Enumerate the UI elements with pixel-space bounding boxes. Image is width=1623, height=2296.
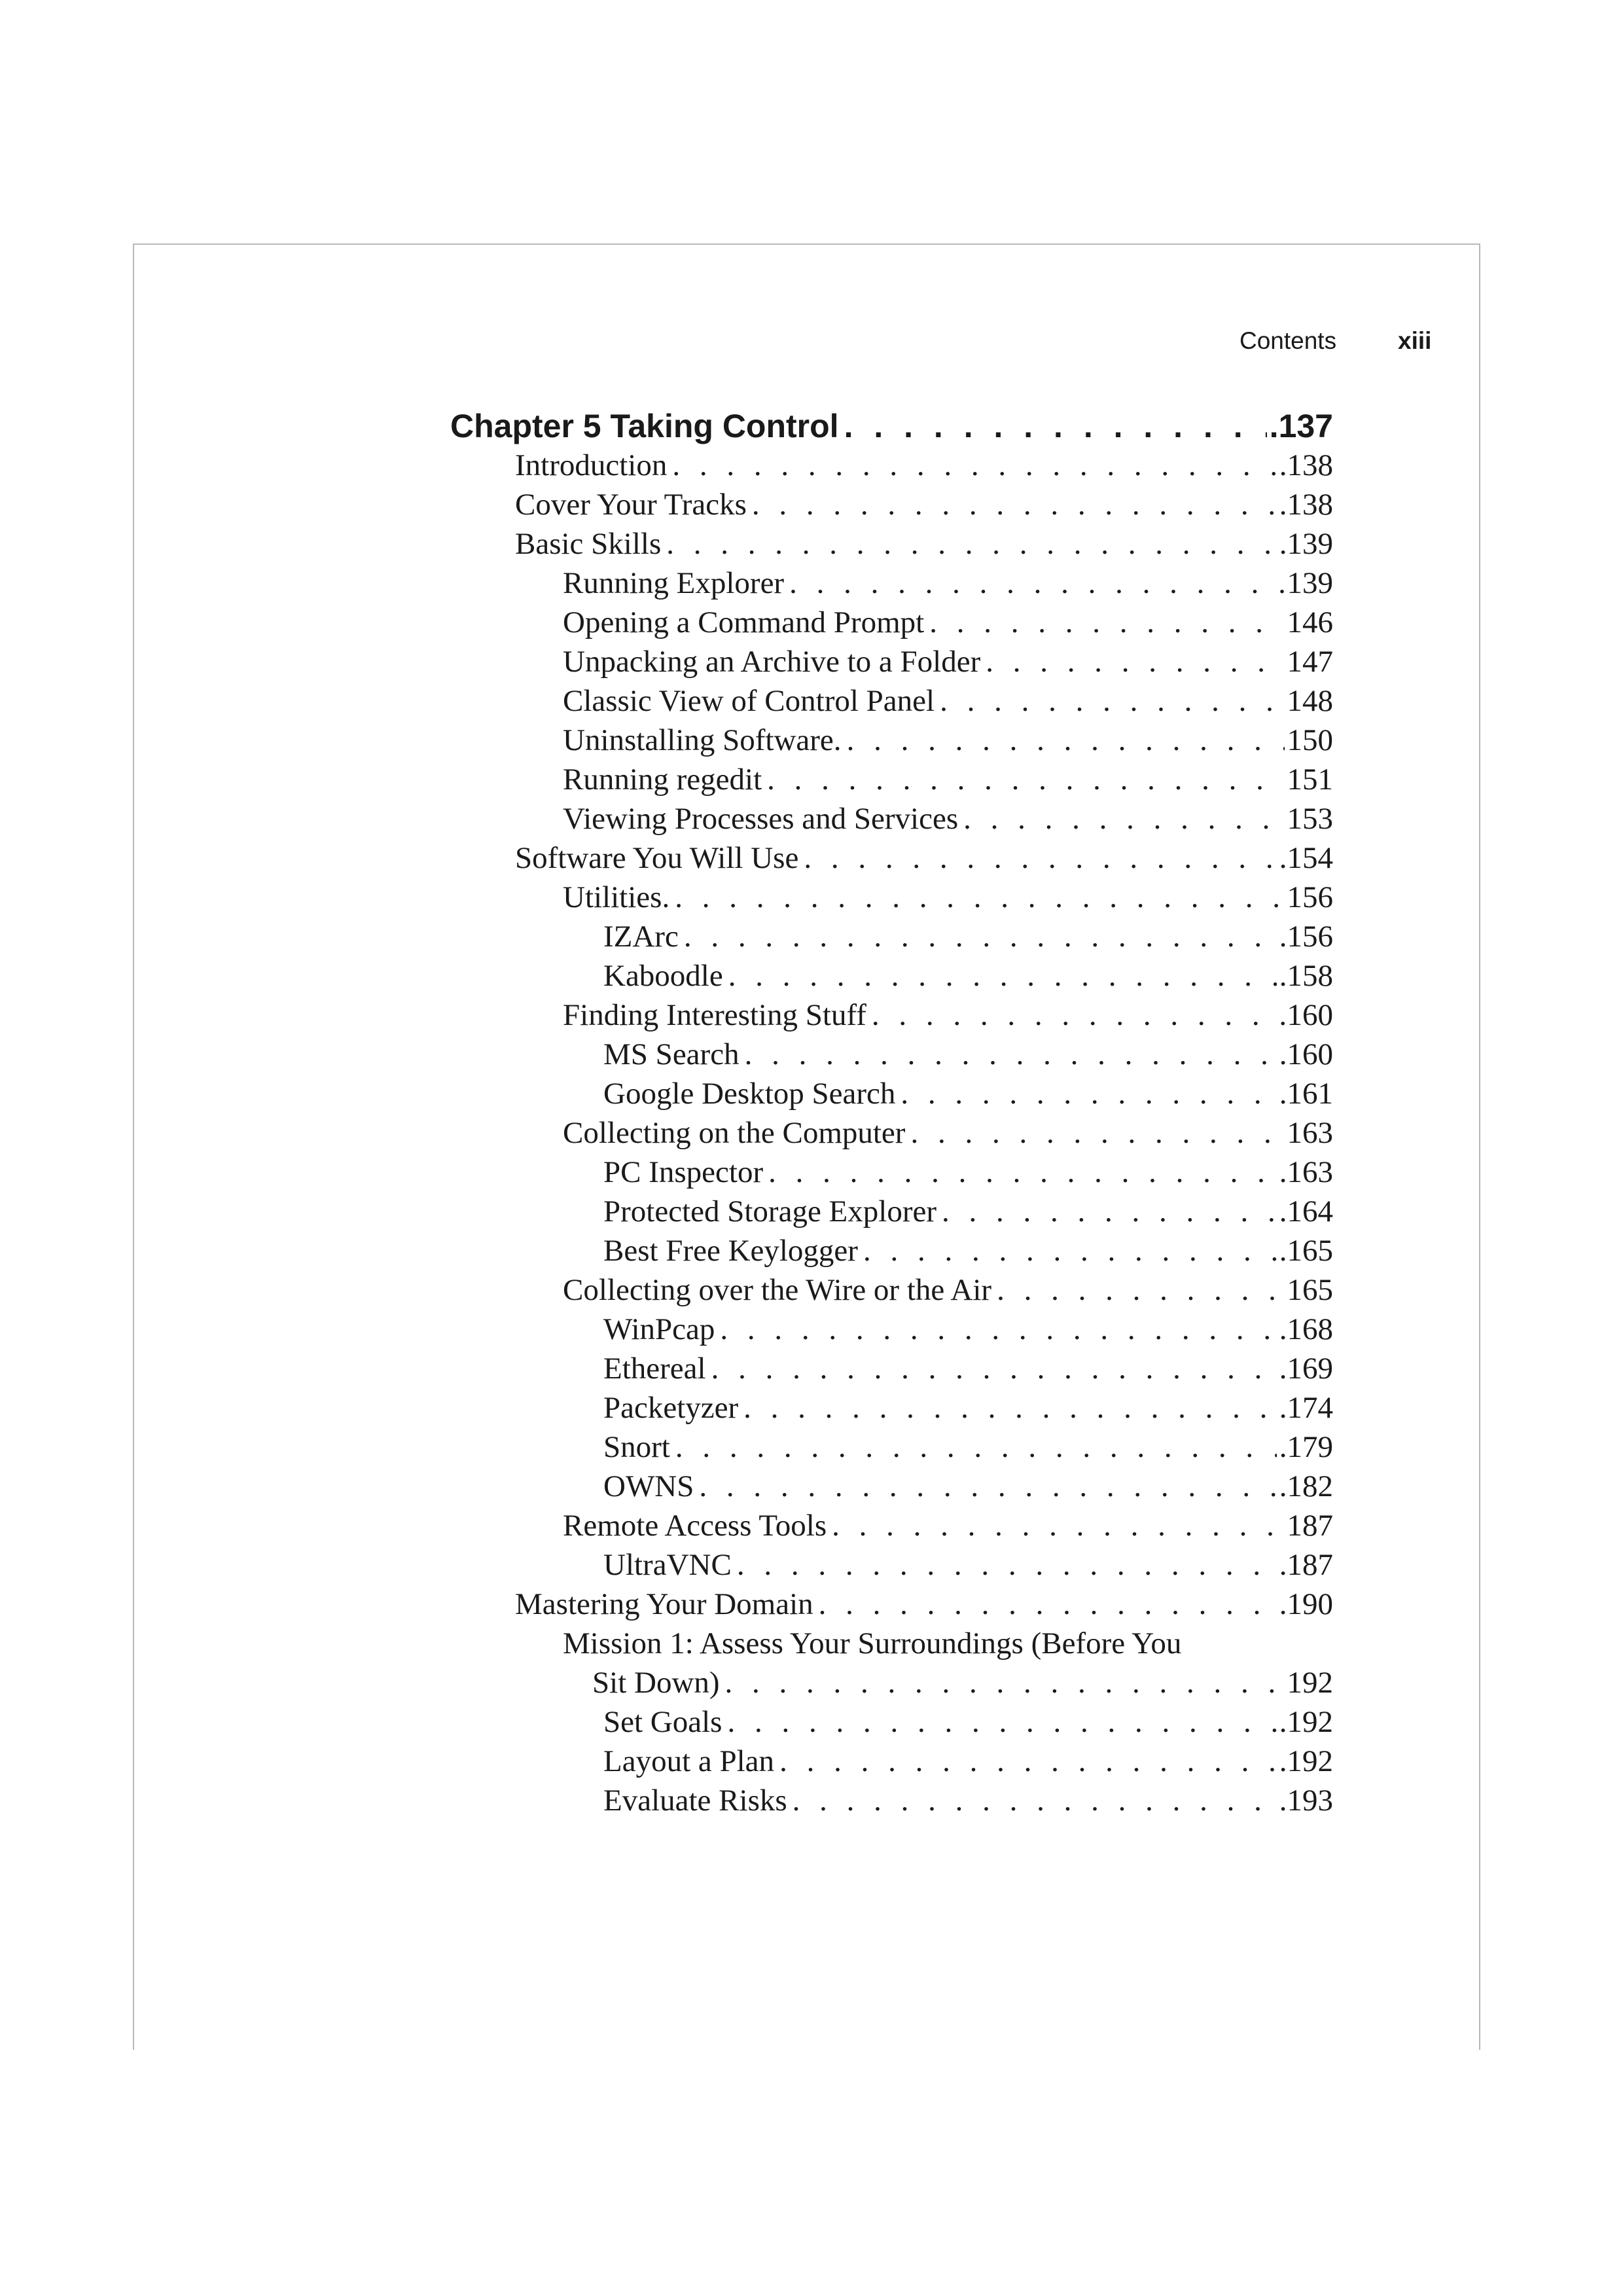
toc-entry[interactable]: UltraVNC . . . .187	[603, 1547, 1333, 1587]
toc-entry[interactable]: Classic View of Control Panel . . . 148	[563, 683, 1333, 723]
toc-entry[interactable]: Finding Interesting Stuff . . . 160	[563, 997, 1333, 1037]
toc-entry[interactable]: Utilities. . . . 156	[563, 880, 1333, 919]
running-head-page-number: xiii	[1398, 327, 1432, 354]
toc-entry[interactable]: WinPcap . . . .168	[603, 1312, 1333, 1351]
toc-entry[interactable]: Collecting over the Wire or the Air . . . 165	[563, 1272, 1333, 1312]
toc-entry[interactable]: OWNS . . . .182	[603, 1469, 1333, 1508]
toc-entry[interactable]: Evaluate Risks . . . .193	[603, 1783, 1333, 1822]
toc-entry[interactable]: IZArc . . . .156	[603, 919, 1333, 958]
toc-entry[interactable]: Layout a Plan . . . .192	[603, 1744, 1333, 1783]
toc-entry[interactable]: Opening a Command Prompt . . . 146	[563, 605, 1333, 644]
toc-entry[interactable]: Kaboodle . . . .158	[603, 958, 1333, 997]
toc-entry[interactable]: Google Desktop Search . . . .161	[603, 1076, 1333, 1115]
toc-entry[interactable]: Viewing Processes and Services . . . 153	[563, 801, 1333, 840]
toc-entry[interactable]: Set Goals . . . .192	[603, 1704, 1333, 1744]
toc-entry[interactable]: Snort . . . .179	[603, 1429, 1333, 1469]
toc-entry[interactable]: Protected Storage Explorer . . . .164	[603, 1194, 1333, 1233]
toc-entry[interactable]: Packetyzer . . . .174	[603, 1390, 1333, 1429]
toc-entry[interactable]: Mission 1: Assess Your Surroundings (Before You	[563, 1626, 1182, 1660]
toc-entry[interactable]: Uninstalling Software. . . . 150	[563, 723, 1333, 762]
toc-entry[interactable]: Collecting on the Computer . . . 163	[563, 1115, 1333, 1155]
toc-entry[interactable]: Running Explorer . . . 139	[563, 565, 1333, 605]
toc-entry[interactable]: Introduction . . . .138	[515, 448, 1333, 487]
toc-entry[interactable]: Software You Will Use . . . .154	[515, 840, 1333, 880]
toc-entry[interactable]: Running regedit . . . 151	[563, 762, 1333, 801]
toc-entry[interactable]: Unpacking an Archive to a Folder . . . 147	[563, 644, 1333, 683]
toc-entry[interactable]: MS Search . . . .160	[603, 1037, 1333, 1076]
toc-entry[interactable]: Ethereal . . . .169	[603, 1351, 1333, 1390]
running-head-label: Contents	[1240, 327, 1337, 354]
toc-entry[interactable]: PC Inspector . . . .163	[603, 1155, 1333, 1194]
toc-entry[interactable]: Mastering Your Domain . . . .190	[515, 1587, 1333, 1626]
toc-entry[interactable]: Best Free Keylogger . . . .165	[603, 1233, 1333, 1272]
toc-entry[interactable]: Remote Access Tools . . . 187	[563, 1508, 1333, 1547]
toc-chapter-heading[interactable]: Chapter 5 Taking Control . . . .137	[450, 407, 1333, 446]
toc-entry[interactable]: Sit Down) . . . 192	[592, 1665, 1333, 1704]
toc-entry[interactable]: Basic Skills . . . .139	[515, 526, 1333, 565]
toc-entry[interactable]: Cover Your Tracks . . . .138	[515, 487, 1333, 526]
